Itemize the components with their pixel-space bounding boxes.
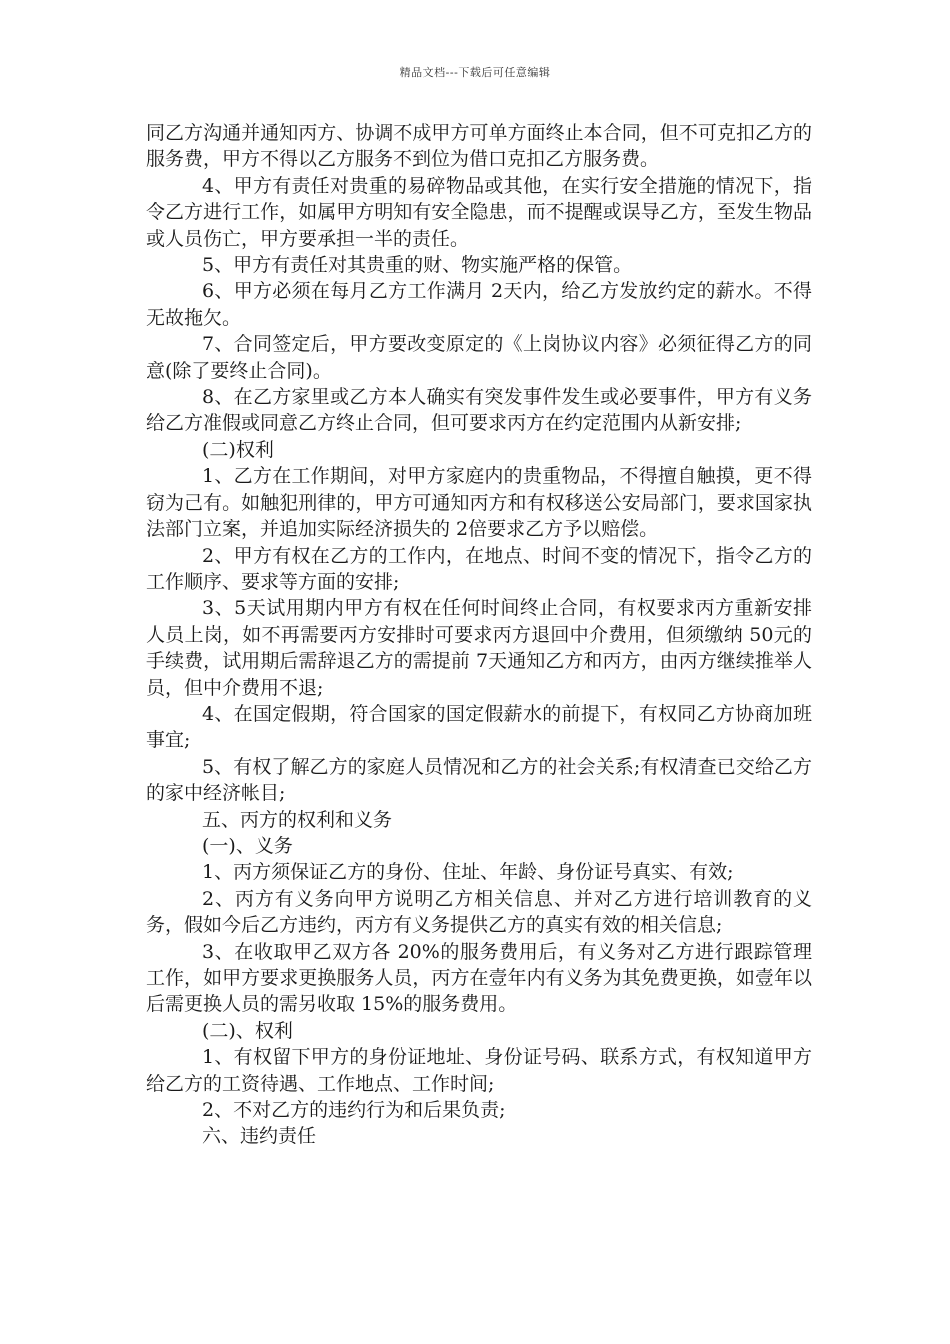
paragraph: 5、甲方有责任对其贵重的财、物实施严格的保管。 xyxy=(202,254,633,277)
paragraph: 4、甲方有责任对贵重的易碎物品或其他，在实行安全措施的情况下，指令乙方进行工作，如属甲方明知有安全隐患，而不提醒或误导乙方，至发生物品或人员伤亡，甲方要承担一半的责任。 xyxy=(146,174,812,250)
document-body xyxy=(146,120,812,1150)
paragraph: 4、在国定假期，符合国家的国定假薪水的前提下，有权同乙方协商加班事宜; xyxy=(146,702,812,752)
paragraph: 1、有权留下甲方的身份证地址、身份证号码、联系方式，有权知道甲方给乙方的工资待遇、工作地点、工作时间; xyxy=(146,1046,812,1095)
page-header: 精品文档---下载后可任意编辑 xyxy=(399,66,551,79)
section-heading: 六、违约责任 xyxy=(202,1125,317,1148)
paragraph: 2、丙方有义务向甲方说明乙方相关信息、并对乙方进行培训教育的义务，假如今后乙方违约，丙方有义务提供乙方的真实有效的相关信息; xyxy=(146,887,812,937)
paragraph: 3、5天试用期内甲方有权在任何时间终止合同，有权要求丙方重新安排人员上岗，如不再需要丙方安排时可要求丙方退回中介费用，但须缴纳 50元的手续费，试用期后需辞退乙方的需提前 7天通知乙方和丙方，由丙方继续推举人员，但中介费用不退; xyxy=(146,597,812,699)
paragraph: 2、不对乙方的违约行为和后果负责; xyxy=(202,1099,506,1122)
paragraph: 5、有权了解乙方的家庭人员情况和乙方的社会关系;有权清查已交给乙方的家中经济帐目; xyxy=(146,755,812,805)
paragraph: 8、在乙方家里或乙方本人确实有突发事件发生或必要事件，甲方有义务给乙方准假或同意乙方终止合同，但可要求丙方在约定范围内从新安排; xyxy=(146,386,812,435)
paragraph: 1、丙方须保证乙方的身份、住址、年龄、身份证号真实、有效; xyxy=(202,861,734,884)
section-heading: (一)、义务 xyxy=(202,834,293,857)
paragraph: 1、乙方在工作期间，对甲方家庭内的贵重物品，不得擅自触摸，更不得窃为己有。如触犯刑律的，甲方可通知丙方和有权移送公安局部门，要求国家执法部门立案，并追加实际经济损失的 2倍要求乙方予以赔偿。 xyxy=(146,465,812,541)
paragraph: 2、甲方有权在乙方的工作内，在地点、时间不变的情况下，指令乙方的工作顺序、要求等方面的安排; xyxy=(146,544,812,593)
section-heading: (二)权利 xyxy=(202,438,274,461)
section-heading: 五、丙方的权利和义务 xyxy=(202,808,393,831)
section-heading: (二)、权利 xyxy=(202,1019,293,1042)
paragraph: 同乙方沟通并通知丙方、协调不成甲方可单方面终止本合同，但不可克扣乙方的服务费，甲方不得以乙方服务不到位为借口克扣乙方服务费。 xyxy=(146,122,812,171)
paragraph: 3、在收取甲乙双方各 20%的服务费用后，有义务对乙方进行跟踪管理工作，如甲方要求更换服务人员，丙方在壹年内有义务为其免费更换，如壹年以后需更换人员的需另收取 15%的服务费用。 xyxy=(146,940,812,1016)
paragraph: 6、甲方必须在每月乙方工作满月 2天内，给乙方发放约定的薪水。不得无故拖欠。 xyxy=(146,280,812,329)
paragraph: 7、合同签定后，甲方要改变原定的《上岗协议内容》必须征得乙方的同意(除了要终止合同)。 xyxy=(146,333,812,382)
